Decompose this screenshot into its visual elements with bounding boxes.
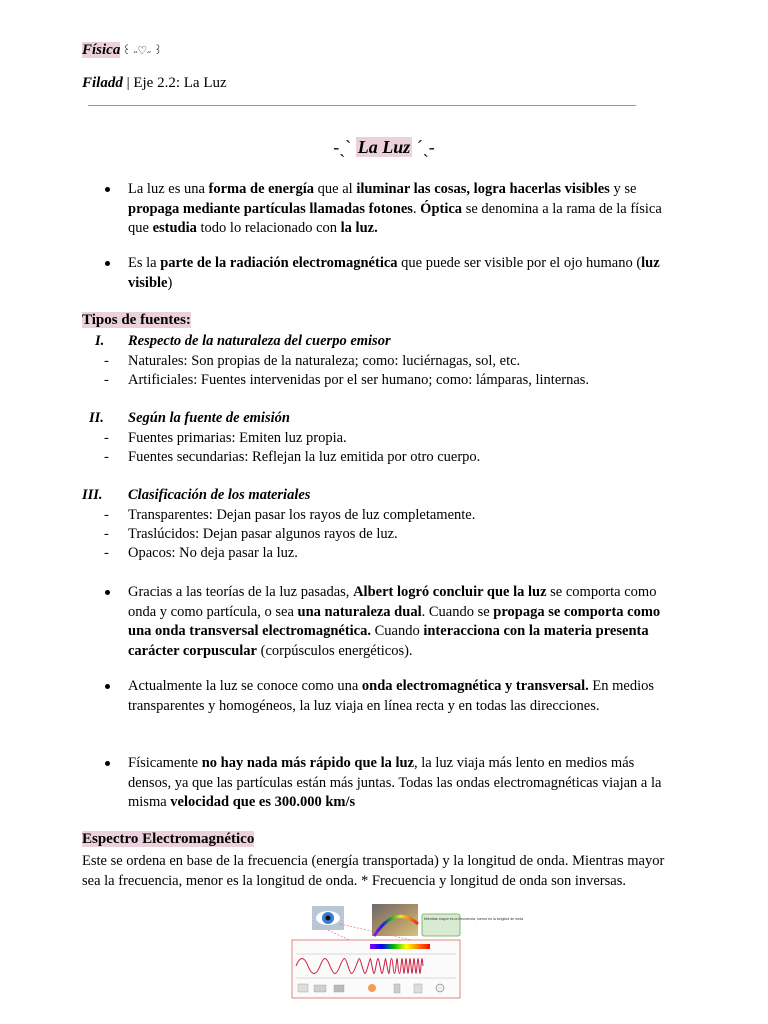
bullet-text [128, 255, 660, 291]
list-item [104, 372, 590, 389]
section-heading-text: Tipos de fuentes: [82, 312, 191, 328]
course-unit: | Eje 2.2: La Luz [122, 75, 227, 91]
bulb-icon [368, 984, 376, 992]
text-run: Actualmente la luz se conoce como una [128, 678, 362, 694]
text-run: Cuando [370, 623, 424, 639]
subject-decoration: ꒰ ˶♡˶ ꒱ [122, 45, 163, 57]
body-bullet [128, 583, 676, 661]
bold-run: onda electromagnética y transversal. [361, 678, 589, 694]
text-run: La luz es una [128, 181, 209, 197]
group-numeral: I. [95, 333, 105, 349]
text-run: En medios transparentes y homogéneos, la luz viaja en línea recta y en todas las direcciones. [128, 678, 655, 714]
bold-run: una naturaleza dual [297, 603, 422, 620]
figure-note-text: Mientras mayor es la frecuencia, menor es la longitud de onda [424, 917, 524, 921]
radio-device-icon [298, 984, 308, 992]
list-item-text: Traslúcidos: Dejan pasar algunos rayos de luz. [128, 526, 398, 542]
bullet-dot [105, 684, 110, 689]
text-run: y se [609, 181, 637, 197]
list-item-text: Fuentes secundarias: Reflejan la luz emitida por otro cuerpo. [128, 449, 481, 465]
bold-run: Albert logró concluir que la luz [353, 584, 547, 600]
text-run: que puede ser visible por el ojo humano ( [397, 255, 642, 271]
list-item-text: Transparentes: Dejan pasar los rayos de luz completamente. [128, 507, 476, 523]
group-title: Clasificación de los materiales [128, 487, 311, 503]
list-item [104, 526, 398, 543]
bold-run: propaga mediante partículas llamadas fotones [128, 200, 413, 217]
intro-bullet [128, 180, 676, 239]
subject-title: Física [82, 42, 121, 58]
bullet-text [128, 678, 654, 714]
header-divider [88, 105, 636, 106]
list-item-text: Artificiales: Fuentes intervenidas por el ser humano; como: lámparas, linternas. [128, 372, 590, 388]
xray-icon [414, 984, 422, 993]
group-numeral: III. [82, 487, 103, 503]
dash-marker: - [104, 430, 109, 446]
bold-run: velocidad que es 300.000 km/s [170, 794, 356, 810]
list-item-text: Opacos: No deja pasar la luz. [128, 545, 298, 561]
bold-run: no hay nada más rápido que la luz [201, 755, 415, 771]
bold-run: parte de la radiación electromagnética [160, 255, 398, 271]
visible-band [370, 944, 430, 949]
text-run: (corpúsculos energéticos). [256, 642, 413, 659]
radiation-icon [436, 984, 444, 992]
remote-icon [334, 985, 344, 992]
text-run: Es la [128, 255, 161, 271]
espectro-paragraph: Este se ordena en base de la frecuencia (energía transportada) y la longitud de onda. Mientras mayor sea la frecuencia, menor es la longitud de onda. * Frecuencia y longitud de onda son inversas. [82, 853, 665, 889]
title-text: La Luz [357, 137, 411, 157]
text-run: . [412, 200, 421, 217]
text-run: que al [314, 181, 357, 197]
text-run: . Cuando se [421, 603, 494, 620]
bullet-text [128, 181, 662, 236]
text-run: ) [167, 274, 173, 291]
section-heading-text: Espectro Electromagnético [82, 831, 255, 847]
dash-marker: - [104, 372, 109, 388]
text-run: todo lo relacionado con [196, 220, 341, 236]
text-run: Físicamente [128, 755, 202, 771]
microwave-icon [314, 985, 326, 992]
bold-run: propaga se comporta como una onda transversal electromagnética. [128, 603, 661, 639]
list-item [104, 353, 521, 370]
text-run: se denomina a la rama de la física que [128, 200, 662, 236]
course-line [82, 75, 227, 92]
list-item [104, 430, 347, 447]
list-item [104, 545, 298, 562]
bullet-text [128, 755, 661, 810]
bullet-dot [105, 187, 110, 192]
section-heading-tipos [82, 312, 191, 329]
uv-lamp-icon [394, 984, 400, 993]
spectrum-diagram [290, 904, 524, 1000]
bold-run: estudia [152, 220, 197, 236]
dash-marker: - [104, 545, 109, 561]
bold-run: interacciona con la materia presenta carácter corpuscular [128, 623, 649, 659]
text-run: se comporta como onda y como partícula, o sea [128, 584, 657, 620]
group-title: Respecto de la naturaleza del cuerpo emisor [128, 333, 391, 349]
bold-run: forma de energía [208, 181, 315, 197]
dash-marker: - [104, 526, 109, 542]
dash-marker: - [104, 353, 109, 369]
section-heading-espectro [82, 831, 254, 848]
title-left-decoration: -ˏˋ [333, 137, 352, 157]
bold-run: Óptica [420, 200, 463, 217]
course-name: Filadd [82, 75, 123, 91]
group-title: Según la fuente de emisión [128, 410, 290, 426]
bullet-text [128, 584, 660, 659]
list-item [104, 449, 481, 466]
bold-run: la luz. [340, 220, 378, 236]
body-bullet [128, 677, 676, 716]
bold-run: iluminar las cosas, logra hacerlas visibles [356, 181, 610, 197]
bullet-dot [105, 261, 110, 266]
group-numeral: II. [89, 410, 104, 426]
text-run: Gracias a las teorías de la luz pasadas, [128, 584, 354, 600]
bullet-dot [105, 590, 110, 595]
list-item-text: Naturales: Son propias de la naturaleza; como: luciérnagas, sol, etc. [128, 353, 521, 369]
text-run: , la luz viaja más lento en medios más densos, ya que las partículas están más juntas. Todas las ondas electromagnéticas viajan a la misma [128, 755, 662, 810]
page-title [0, 137, 768, 158]
bold-run: luz visible [128, 255, 660, 291]
body-bullet [128, 754, 676, 813]
title-right-decoration: ˊˎ- [416, 137, 435, 157]
intro-bullet [128, 254, 676, 293]
list-item [104, 507, 476, 524]
list-item-text: Fuentes primarias: Emiten luz propia. [128, 430, 347, 446]
dash-marker: - [104, 449, 109, 465]
dash-marker: - [104, 507, 109, 523]
bullet-dot [105, 761, 110, 766]
subject-header [82, 42, 162, 59]
spectrum-figure [290, 904, 524, 1000]
